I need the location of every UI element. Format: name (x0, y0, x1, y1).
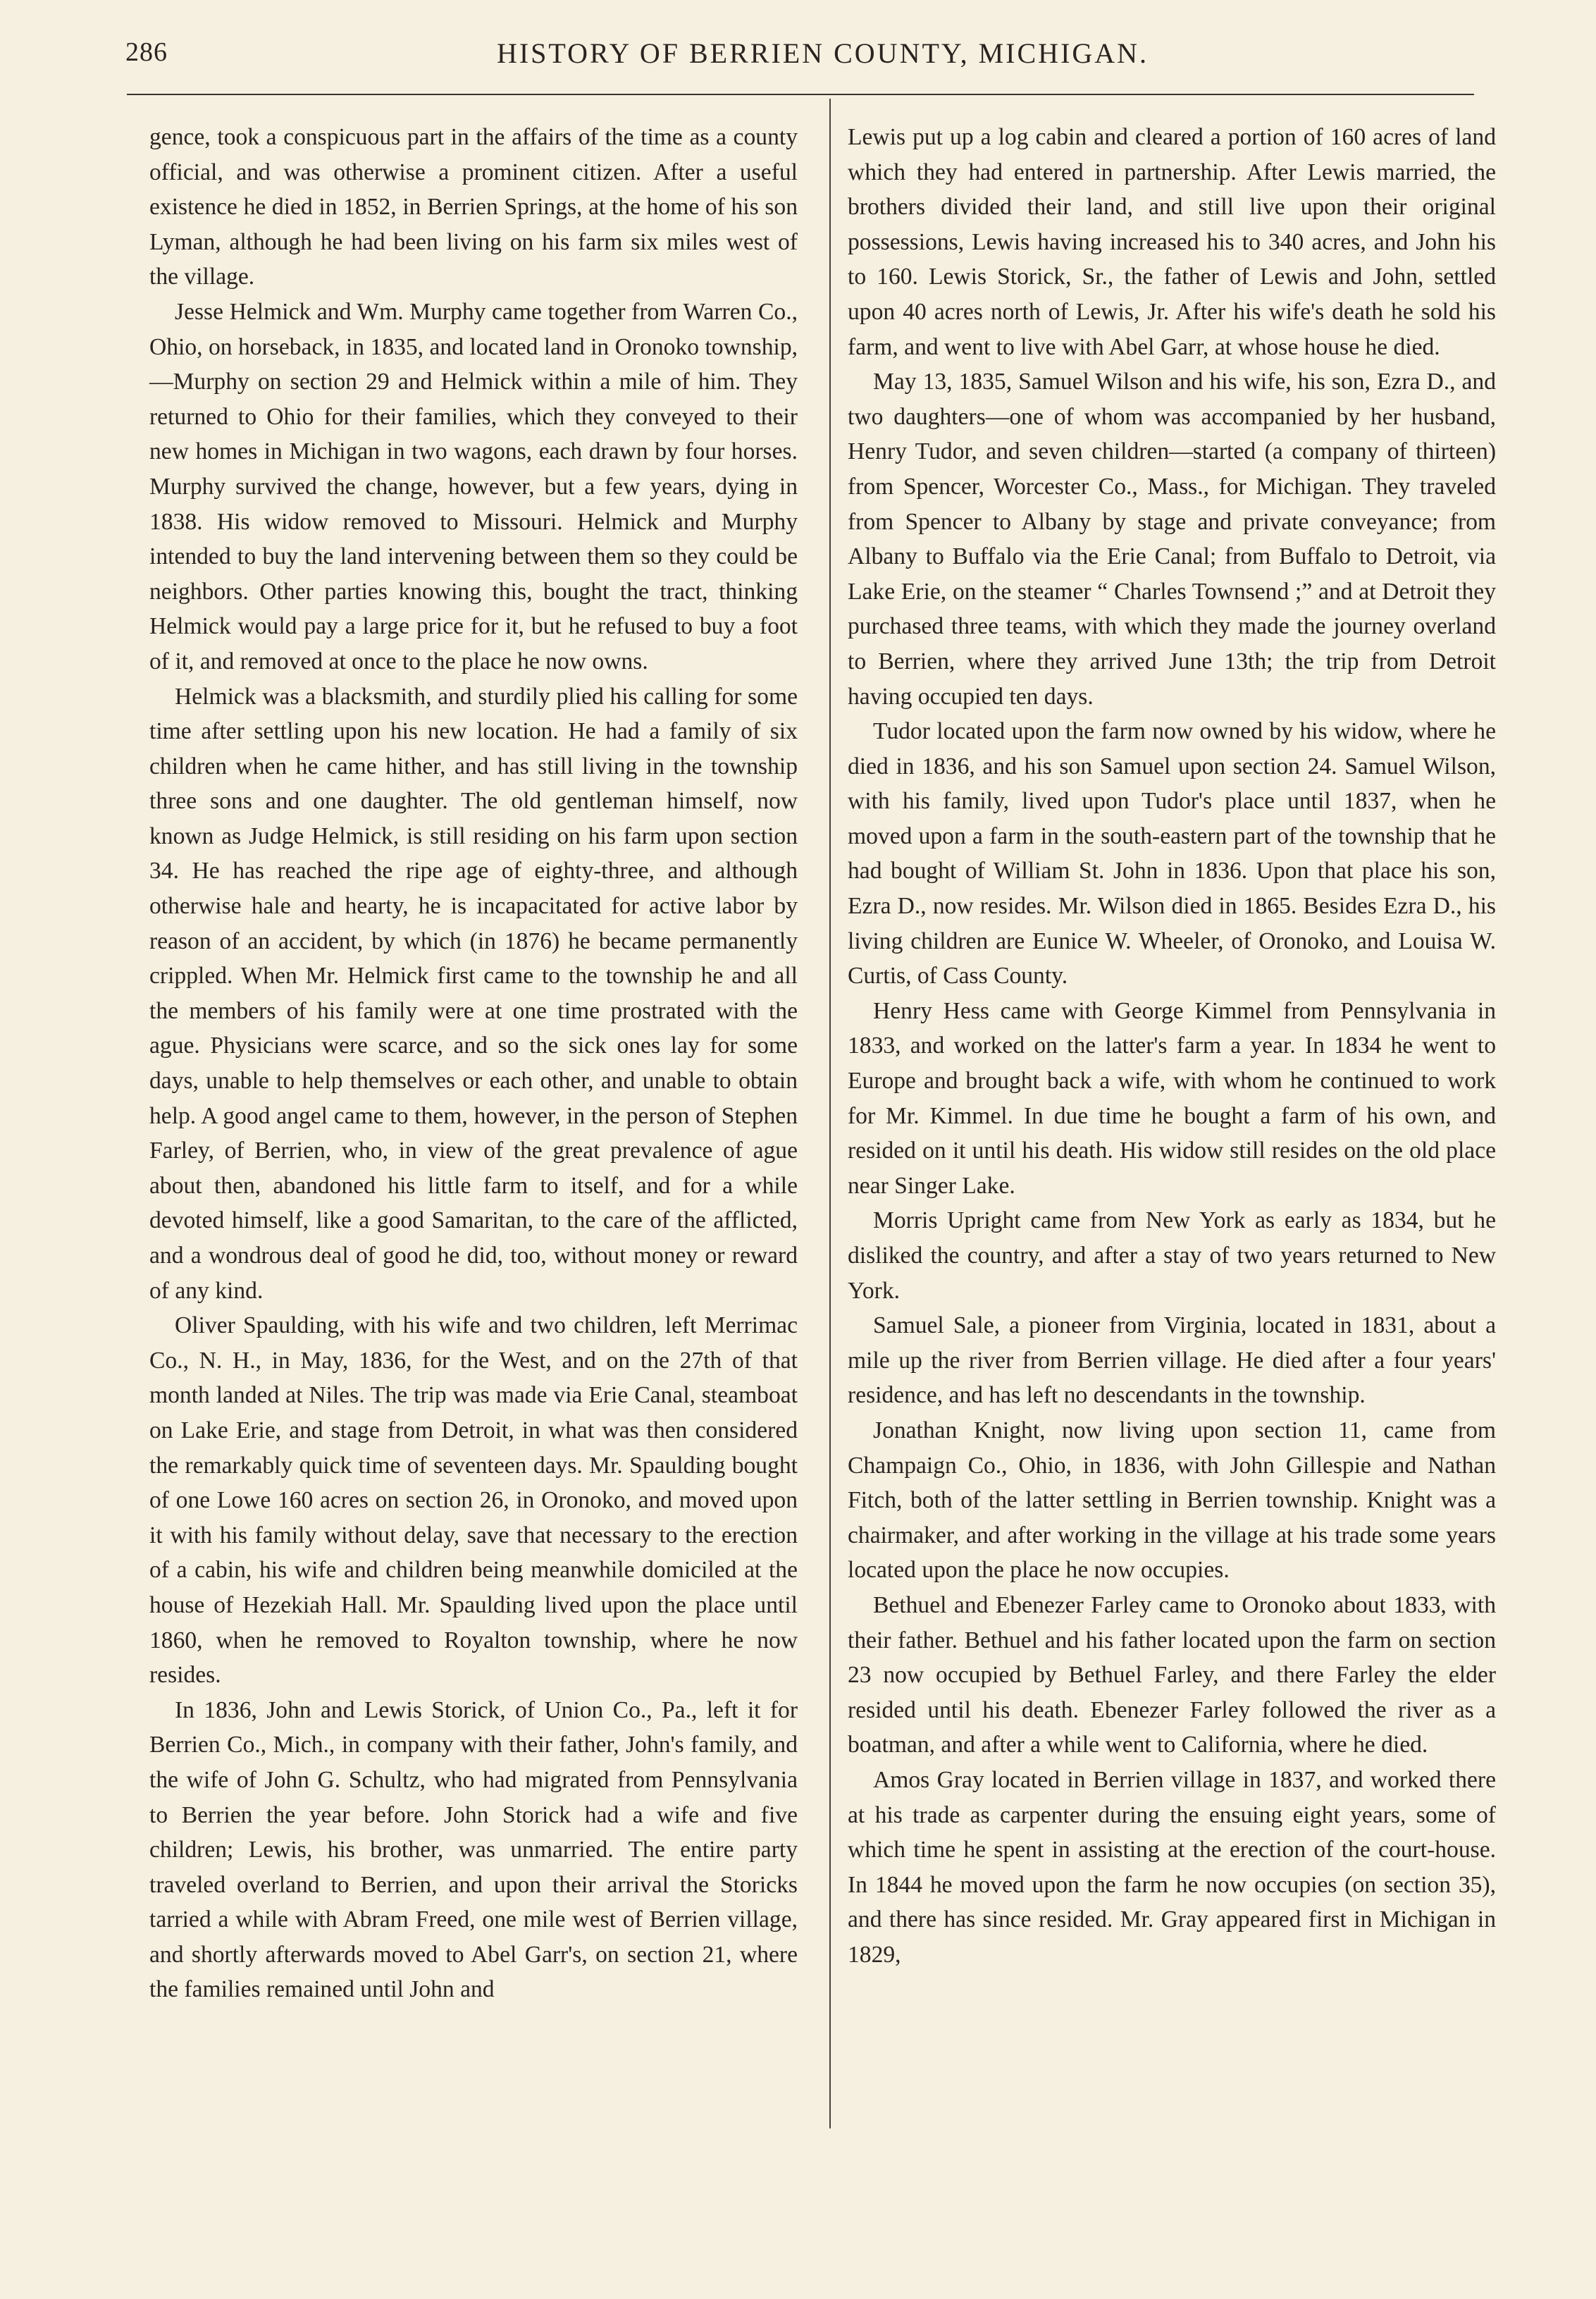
column-divider (829, 99, 831, 2128)
paragraph: Jonathan Knight, now living upon section 11, came from Champaign Co., Ohio, in 1836, with John Gillespie and Nathan Fitch, both of the latter settling in Berrien township. Knight was a chairmaker, and after working in the village at his trade some years located upon the place he now occupies. (848, 1417, 1496, 1584)
paragraph: In 1836, John and Lewis Storick, of Union Co., Pa., left it for Berrien Co., Mich., in company with their father, John's family, and the wife of John G. Schultz, who had migrated from Pennsylvania to Berrien the year before. John Storick had a wife and five children; Lewis, his brother, was unmarried. The entire party traveled overland to Berrien, and upon their arrival the Storicks tarried a while with Abram Freed, one mile west of Berrien village, and shortly afterwards moved to Abel Garr's, on section 21, where the families remained until John and (149, 1696, 798, 2003)
paragraph: Tudor located upon the farm now owned by his widow, where he died in 1836, and his son Samuel upon section 24. Samuel Wilson, with his family, lived upon Tudor's place until 1837, when he moved upon a farm in the south-eastern part of the township that he had bought of William St. John in 1836. Upon that place his son, Ezra D., now resides. Mr. Wilson died in 1865. Besides Ezra D., his living children are Eunice W. Wheeler, of Oronoko, and Louisa W. Curtis, of Cass County. (848, 718, 1496, 990)
running-title: HISTORY OF BERRIEN COUNTY, MICHIGAN. (496, 37, 1149, 69)
paragraph: Helmick was a blacksmith, and sturdily plied his calling for some time after settling upon his new location. He had a family of six children when he came hither, and has still living in the township three sons and one daughter. The old gentleman himself, now known as Judge Helmick, is still residing on his farm upon section 34. He has reached the ripe age of eighty-three, and although otherwise hale and hearty, he is incapacitated for active labor by reason of an accident, by which (in 1876) he became permanently crippled. When Mr. Helmick first came to the township he and all the members of his family were at one time prostrated with the ague. Physicians were scarce, and so the sick ones lay for some days, unable to help themselves or each other, and unable to obtain help. A good angel came to them, however, in the person of Stephen Farley, of Berrien, who, in view of the great prevalence of ague about then, abandoned his little farm to itself, and for a while devoted himself, like a good Samaritan, to the care of the afflicted, and a wondrous deal of good he did, too, without money or reward of any kind. (149, 683, 798, 1304)
paragraph: Lewis put up a log cabin and cleared a portion of 160 acres of land which they had entered in partnership. After Lewis married, the brothers divided their land, and still live upon their original possessions, Lewis having increased his to 340 acres, and John his to 160. Lewis Storick, Sr., the father of Lewis and John, settled upon 40 acres north of Lewis, Jr. After his wife's death he sold his farm, and went to live with Abel Garr, at whose house he died. (848, 124, 1496, 360)
paragraph: gence, took a conspicuous part in the affairs of the time as a county official, and was otherwise a prominent citizen. After a useful existence he died in 1852, in Berrien Springs, at the home of his son Lyman, although he had been living on his farm six miles west of the village. (149, 124, 798, 290)
paragraph: Samuel Sale, a pioneer from Virginia, located in 1831, about a mile up the river from Berrien village. He died after a four years' residence, and has left no descendants in the township. (848, 1312, 1496, 1409)
paragraph: Amos Gray located in Berrien village in 1837, and worked there at his trade as carpenter during the ensuing eight years, some of which time he spent in assisting at the erection of the court-house. In 1844 he moved upon the farm he now occupies (on section 35), and there has since resided. Mr. Gray appeared first in Michigan in 1829, (848, 1766, 1496, 1968)
right-column (848, 120, 1496, 1972)
paragraph: Jesse Helmick and Wm. Murphy came together from Warren Co., Ohio, on horseback, in 1835, and located land in Oronoko township,—Murphy on section 29 and Helmick within a mile of him. They returned to Ohio for their families, which they conveyed to their new homes in Michigan in two wagons, each drawn by four horses. Murphy survived the change, however, but a few years, dying in 1838. His widow removed to Missouri. Helmick and Murphy intended to buy the land intervening between them so they could be neighbors. Other parties knowing this, bought the tract, thinking Helmick would pay a large price for it, but he refused to buy a foot of it, and removed at once to the place he now owns. (149, 298, 798, 674)
paragraph: Bethuel and Ebenezer Farley came to Oronoko about 1833, with their father. Bethuel and his father located upon the farm on section 23 now occupied by Bethuel Farley, and there Farley the elder resided until his death. Ebenezer Farley followed the river as a boatman, and after a while went to California, where he died. (848, 1591, 1496, 1758)
paragraph: Morris Upright came from New York as early as 1834, but he disliked the country, and after a stay of two years returned to New York. (848, 1207, 1496, 1304)
paragraph: May 13, 1835, Samuel Wilson and his wife, his son, Ezra D., and two daughters—one of whom was accompanied by her husband, Henry Tudor, and seven children—started (a company of thirteen) from Spencer, Worcester Co., Mass., for Michigan. They traveled from Spencer to Albany by stage and private conveyance; from Albany to Buffalo via the Erie Canal; from Buffalo to Detroit, via Lake Erie, on the steamer “ Charles Townsend ;” and at Detroit they purchased three teams, with which they made the journey overland to Berrien, where they arrived June 13th; the trip from Detroit having occupied ten days. (848, 369, 1496, 710)
header-rule (127, 94, 1474, 95)
paragraph: Henry Hess came with George Kimmel from Pennsylvania in 1833, and worked on the latter's farm a year. In 1834 he went to Europe and brought back a wife, with whom he continued to work for Mr. Kimmel. In due time he bought a farm of his own, and resided on it until his death. His widow still resides on the old place near Singer Lake. (848, 997, 1496, 1199)
left-column (149, 120, 798, 2007)
page-number: 286 (125, 37, 168, 67)
page-header (0, 37, 1596, 86)
paragraph: Oliver Spaulding, with his wife and two children, left Merrimac Co., N. H., in May, 1836, for the West, and on the 27th of that month landed at Niles. The trip was made via Erie Canal, steamboat on Lake Erie, and stage from Detroit, in what was then considered the remarkably quick time of seventeen days. Mr. Spaulding bought of one Lowe 160 acres on section 26, in Oronoko, and moved upon it with his family without delay, save that necessary to the erection of a cabin, his wife and children being meanwhile domiciled at the house of Hezekiah Hall. Mr. Spaulding lived upon the place until 1860, when he removed to Royalton township, where he now resides. (149, 1312, 798, 1689)
